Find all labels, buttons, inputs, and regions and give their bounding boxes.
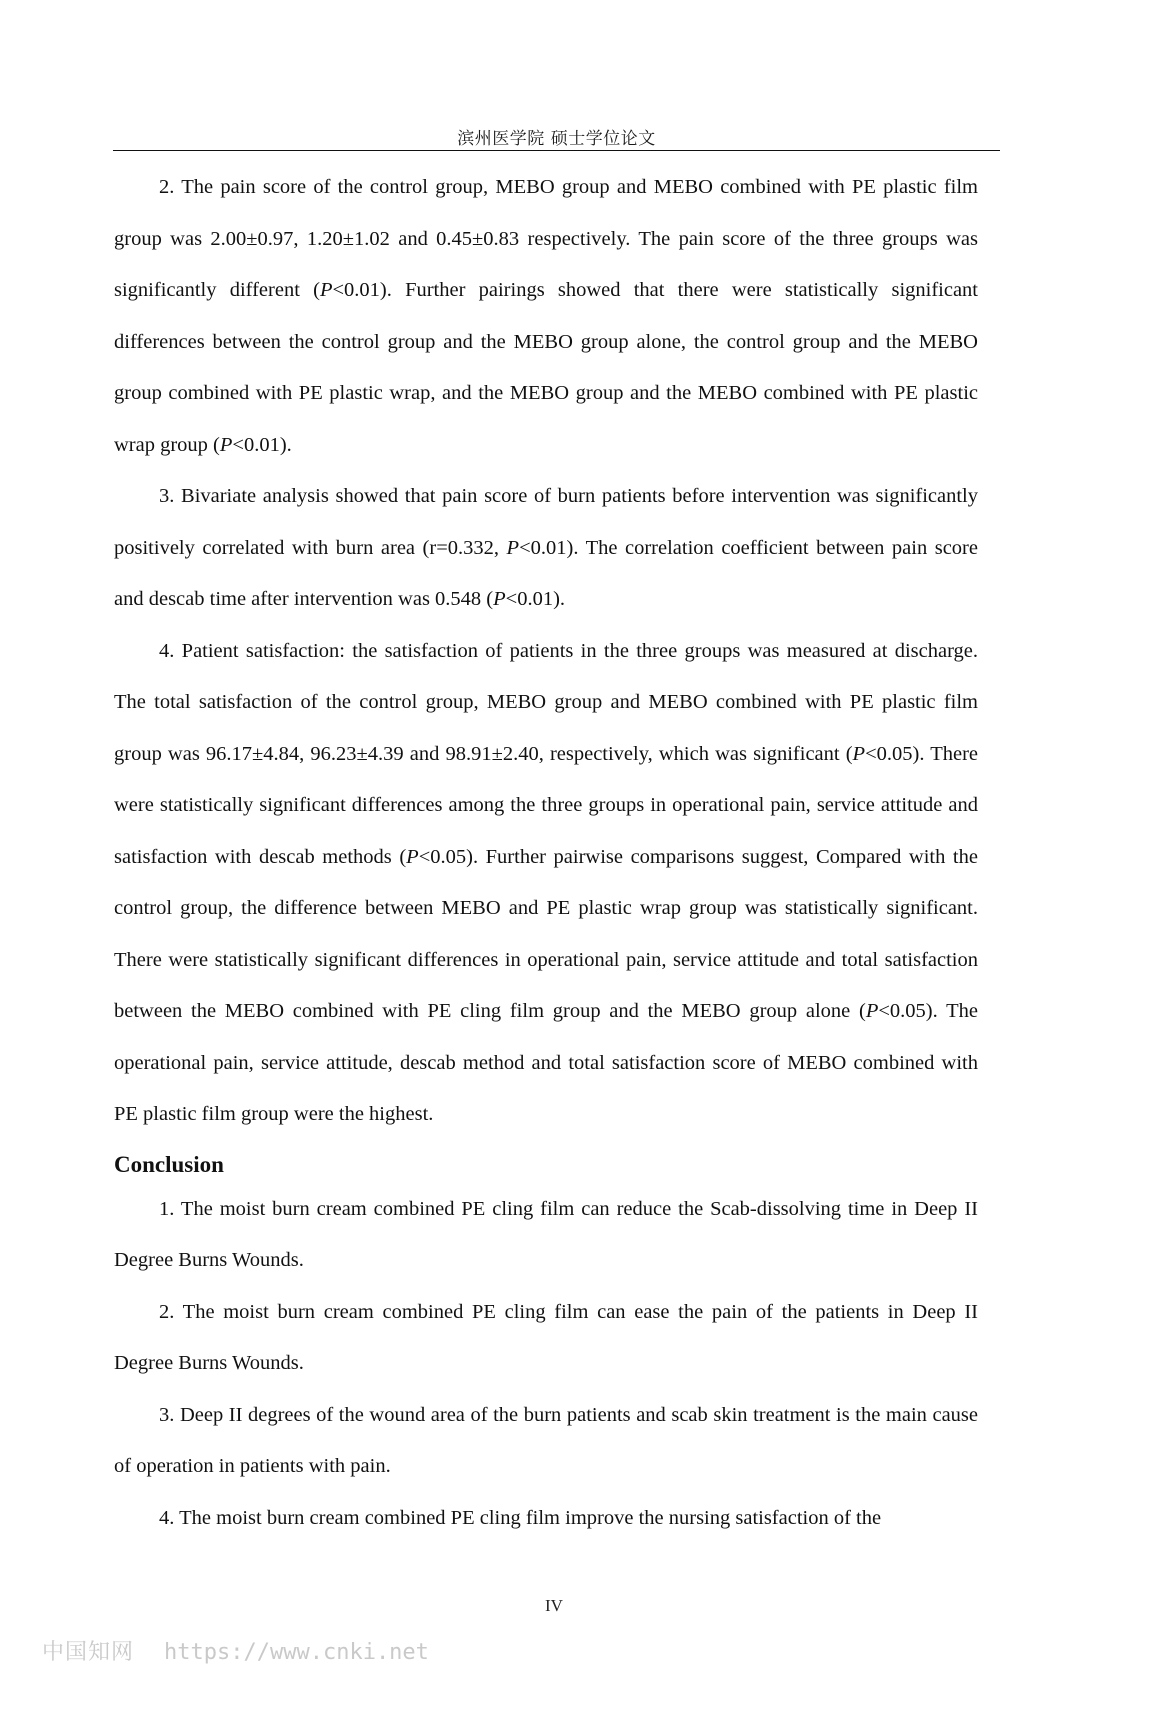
results-paragraph-4: 4. Patient satisfaction: the satisfaction of patients in the three groups was measured at discharge. The total satisfaction of the control group, MEBO group and MEBO combined with PE plastic film group was 96.17±4.84, 96.23±4.39 and 98.91±2.40, respectively, which was significant (P<0.05). There were statistically significant differences among the three groups in operational pain, service attitude and satisfaction with descab methods (P<0.05). Further pairwise comparisons suggest, Compared with the control group, the difference between MEBO and PE plastic wrap group was statistically significant. There were statistically significant differences in operational pain, service attitude and total satisfaction between the MEBO combined with PE cling film group and the MEBO group alone (P<0.05). The operational pain, service attitude, descab method and total satisfaction score of MEBO combined with PE plastic film group were the highest. — [114, 639, 978, 1125]
conclusion-item: 2. The moist burn cream combined PE cling film can ease the pain of the patients in Deep II Degree Burns Wounds. — [114, 1300, 978, 1374]
results-paragraph-3: 3. Bivariate analysis showed that pain score of burn patients before intervention was significantly positively correlated with burn area (r=0.332, P<0.01). The correlation coefficient between pain score and descab time after intervention was 0.548 (P<0.01). — [114, 485, 978, 610]
running-header: 滨州医学院 硕士学位论文 — [457, 129, 656, 149]
results-paragraph-2: 2. The pain score of the control group, MEBO group and MEBO combined with PE plastic film group was 2.00±0.97, 1.20±1.02 and 0.45±0.83 respectively. The pain score of the three groups was significantly different (P<0.01). Further pairings showed that there were statistically significant differences between the control group and the MEBO group alone, the control group and the MEBO group combined with PE plastic wrap, and the MEBO group and the MEBO combined with PE plastic wrap group (P<0.01). — [114, 176, 979, 456]
body-text — [114, 162, 978, 1544]
conclusion-item: 3. Deep II degrees of the wound area of the burn patients and scab skin treatment is the main cause of operation in patients with pain. — [114, 1403, 978, 1477]
conclusion-item: 4. The moist burn cream combined PE cling film improve the nursing satisfaction of the — [159, 1506, 882, 1529]
conclusion-heading: Conclusion — [114, 1151, 224, 1177]
page-number: IV — [545, 1596, 563, 1615]
header-rule — [113, 150, 1000, 151]
conclusion-item: 1. The moist burn cream combined PE cling film can reduce the Scab-dissolving time in Deep II Degree Burns Wounds. — [114, 1197, 978, 1271]
watermark-url: https://www.cnki.net — [164, 1640, 429, 1665]
cnki-watermark — [42, 1635, 429, 1666]
watermark-cnki-name: 中国知网 — [42, 1640, 135, 1665]
